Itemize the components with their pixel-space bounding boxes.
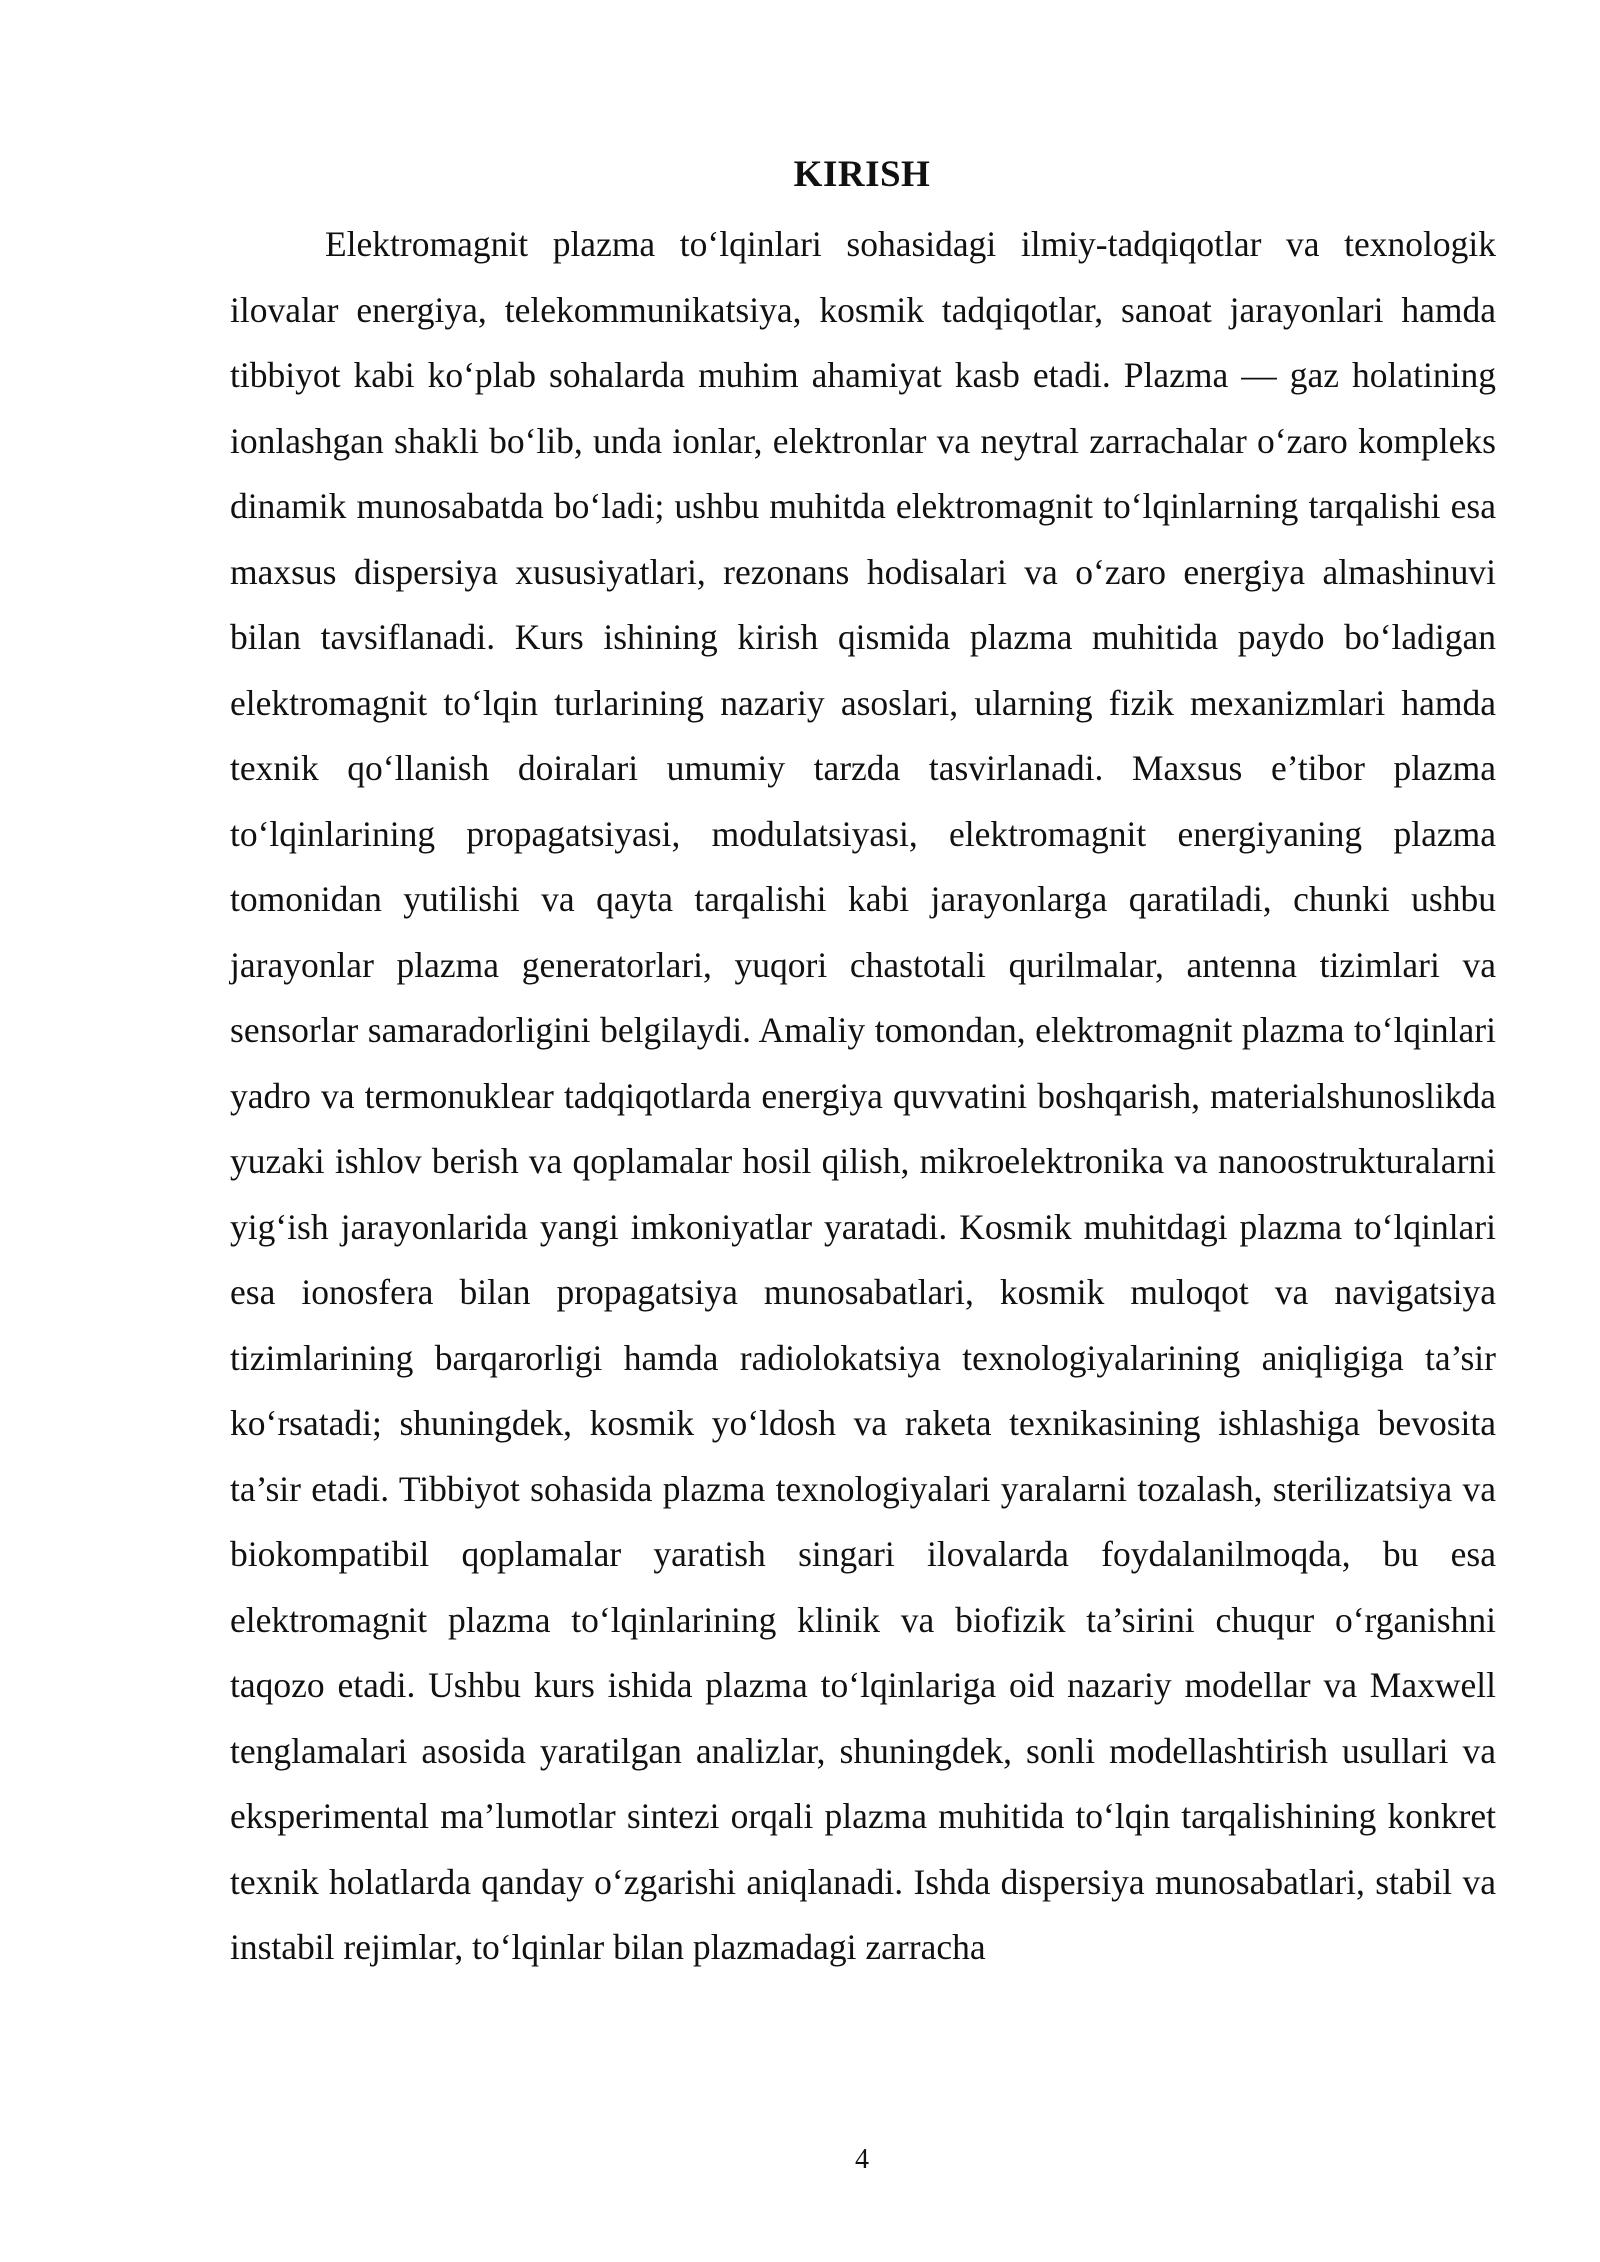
section-heading: KIRISH — [793, 154, 931, 195]
page-number: 4 — [855, 2144, 869, 2175]
body-paragraph: Elektromagnit plazma to‘lqinlari sohasidagi ilmiy-tadqiqotlar va texnologik ilovalar energiya, telekommunikatsiya, kosmik tadqiqotlar, sanoat jarayonlari hamda tibbiyot kabi ko‘plab sohalarda muhim ahamiyat kasb etadi. Plazma — gaz holatining ionlashgan shakli bo‘lib, unda ionlar, elektronlar va neytral zarrachalar o‘zaro kompleks dinamik munosabatda bo‘ladi; ushbu muhitda elektromagnit to‘lqinlarning tarqalishi esa maxsus dispersiya xususiyatlari, rezonans hodisalari va o‘zaro energiya almashinuvi bilan tavsiflanadi. Kurs ishining kirish qismida plazma muhitida paydo bo‘ladigan elektromagnit to‘lqin turlarining nazariy asoslari, ularning fizik mexanizmlari hamda texnik qo‘llanish doiralari umumiy tarzda tasvirlanadi. Maxsus e’tibor plazma to‘lqinlarining propagatsiyasi, modulatsiyasi, elektromagnit energiyaning plazma tomonidan yutilishi va qayta tarqalishi kabi jarayonlarga qaratiladi, chunki ushbu jarayonlar plazma generatorlari, yuqori chastotali qurilmalar, antenna tizimlari va sensorlar samaradorligini belgilaydi. Amaliy tomondan, elektromagnit plazma to‘lqinlari yadro va termonuklear tadqiqotlarda energiya quvvatini boshqarish, materialshunoslikda yuzaki ishlov berish va qoplamalar hosil qilish, mikroelektronika va nanoostrukturalarni yig‘ish jarayonlarida yangi imkoniyatlar yaratadi. Kosmik muhitdagi plazma to‘lqinlari esa ionosfera bilan propagatsiya munosabatlari, kosmik muloqot va navigatsiya tizimlarining barqarorligi hamda radiolokatsiya texnologiyalarining aniqligiga ta’sir ko‘rsatadi; shuningdek, kosmik yo‘ldosh va raketa texnikasining ishlashiga bevosita ta’sir etadi. Tibbiyot sohasida plazma texnologiyalari yaralarni tozalash, sterilizatsiya va biokompatibil qoplamalar yaratish singari ilovalarda foydalanilmoqda, bu esa elektromagnit plazma to‘lqinlarining klinik va biofizik ta’sirini chuqur o‘rganishni taqozo etadi. Ushbu kurs ishida plazma to‘lqinlariga oid nazariy modellar va Maxwell tenglamalari asosida yaratilgan analizlar, shuningdek, sonli modellashtirish usullari va eksperimental ma’lumotlar sintezi orqali plazma muhitida to‘lqin tarqalishining konkret texnik holatlarda qanday o‘zgarishi aniqlanadi. Ishda dispersiya munosabatlari, stabil va instabil rejimlar, to‘lqinlar bilan plazmadagi zarracha — [230, 224, 1496, 1967]
